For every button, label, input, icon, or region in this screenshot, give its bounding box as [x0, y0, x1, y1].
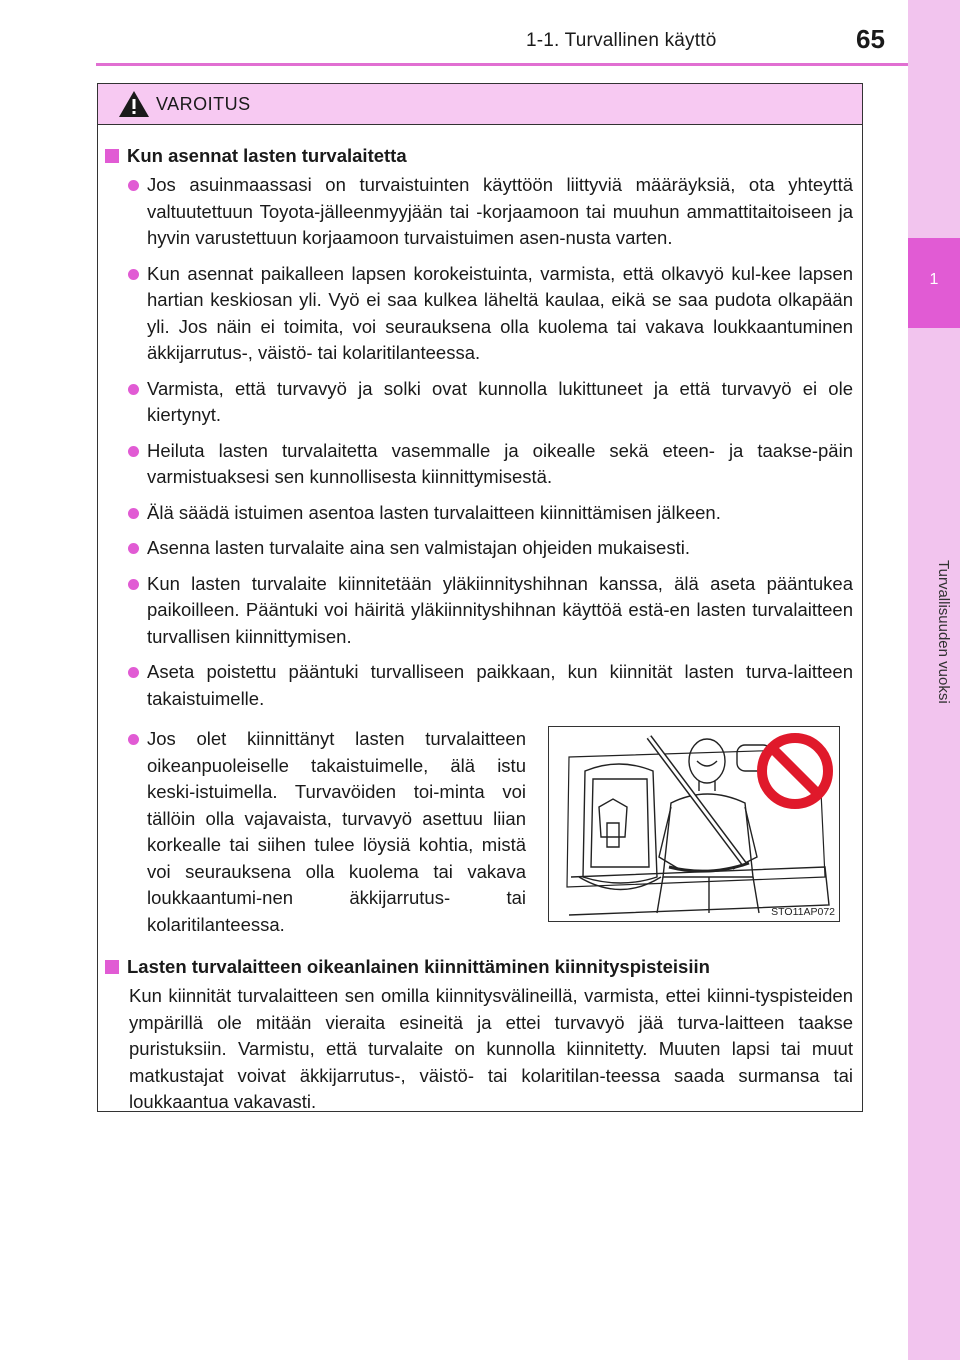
list-item-text: Asenna lasten turvalaite aina sen valmistajan ohjeiden mukaisesti. — [147, 537, 690, 558]
list-item — [101, 500, 853, 527]
list-item — [101, 376, 853, 429]
section-heading-1 — [101, 142, 853, 170]
warning-header — [98, 84, 862, 125]
list-item-text: Varmista, että turvavyö ja solki ovat kunnolla lukittuneet ja että turvavyö ei ole kiertynyt. — [147, 377, 853, 425]
bullet-dot-icon — [128, 579, 139, 590]
bullet-dot-icon — [128, 180, 139, 191]
section-heading-text: Lasten turvalaitteen oikeanlainen kiinnittäminen kiinnityspisteisiin — [127, 956, 710, 977]
chapter-number: 1 — [908, 238, 960, 328]
header-rule — [96, 63, 908, 66]
list-item-text: Kun lasten turvalaite kiinnitetään yläkiinnityshihnan kanssa, älä aseta pääntukea paikoilleen. Pääntuki voi häiritä yläkiinnityshihnan käyttöä estä-en lasten turvalaitteen turvallisen kiinnittymisen. — [147, 572, 853, 647]
page-number: 65 — [856, 24, 885, 54]
warning-box — [97, 83, 863, 1112]
warning-title: VAROITUS — [156, 94, 251, 114]
bullet-dot-icon — [128, 667, 139, 678]
section-paragraph: Kun kiinnität turvalaitteen sen omilla kiinnitysvälineillä, varmista, ettei kiinni-tyspisteiden ympärillä ole mitään vieraita esineitä ja ettei turvavyö jää turva-laitteen taakse puristuksiin. Varmistu, että turvalaite on kunnolla kiinnitetty. Muuten lapsi tai muut matkustajat voivat äkkijarrutus-, väistö- tai kolaritilan-teessa saada surmansa tai loukkaantua vakavasti. — [129, 985, 853, 1112]
list-item-text: Jos asuinmaassasi on turvaistuinten käyttöön liittyviä määräyksiä, ota yhteyttä valtuutettuun Toyota-jälleenmyyjään tai -korjaamoon tai muuhun ammattitaitoiseen ja hyvin varustettuun korjaamoon turvaistuimen asen-nusta varten. — [147, 174, 853, 248]
list-item-text: Jos olet kiinnittänyt lasten turvalaitteen oikeanpuoleiselle takaistuimelle, älä istu keski-istuimella. Turvavöiden toi-minta voi tällöin olla vajavaista, turvavyö asettuu liian korkealle tai siihen tulee löysiä kohtia, mistä voi seurauksena olla kuolema tai vakava loukkaantumi-nen äkkijarrutus- tai kolaritilanteessa. — [147, 728, 526, 935]
list-item — [101, 726, 526, 938]
list-item — [101, 571, 853, 651]
seat-illustration — [548, 726, 840, 922]
square-bullet-icon — [105, 960, 119, 974]
square-bullet-icon — [105, 149, 119, 163]
page-header — [0, 0, 908, 66]
list-item — [101, 535, 853, 562]
bullet-dot-icon — [128, 543, 139, 554]
image-code: STO11AP072 — [771, 906, 835, 918]
list-item — [101, 172, 853, 252]
bullet-dot-icon — [128, 384, 139, 395]
chapter-label: Turvallisuuden vuoksi — [935, 560, 952, 704]
list-item-text: Älä säädä istuimen asentoa lasten turvalaitteen kiinnittämisen jälkeen. — [147, 501, 721, 523]
list-item — [101, 261, 853, 367]
section-heading-text: Kun asennat lasten turvalaitetta — [127, 145, 407, 166]
list-item-text: Aseta poistettu pääntuki turvalliseen paikkaan, kun kiinnität lasten turva-laitteen takaistuimelle. — [147, 661, 853, 709]
bullet-dot-icon — [128, 508, 139, 519]
list-item — [101, 438, 853, 491]
section-heading-2 — [101, 953, 853, 981]
list-item-text: Heiluta lasten turvalaitetta vasemmalle ja oikealle sekä eteen- ja taakse-päin varmistuaksesi sen kunnollisesta kiinnittymisestä. — [147, 439, 853, 487]
section-title: 1-1. Turvallinen käyttö — [526, 30, 717, 51]
list-item — [101, 659, 853, 712]
bullet-dot-icon — [128, 446, 139, 457]
seat-illustration-drawing — [549, 727, 839, 921]
warning-content — [101, 142, 853, 1116]
chapter-side-tab — [908, 0, 960, 1360]
bullet-dot-icon — [128, 734, 139, 745]
list-item-text: Kun asennat paikalleen lapsen korokeistuinta, varmista, että olkavyö kul-kee lapsen hartian keskiosan yli. Vyö ei saa kulkea läheltä kaulaa, eikä se saa pudota olkapään yli. Jos näin ei toimita, voi seurauksena olla kuolema tai vakava loukkaantuminen äkkijarrutus-, väistö- tai kolaritilanteessa. — [147, 262, 853, 363]
warning-triangle-icon — [118, 90, 150, 118]
bullet-dot-icon — [128, 269, 139, 280]
image-bullet-row — [101, 726, 853, 947]
